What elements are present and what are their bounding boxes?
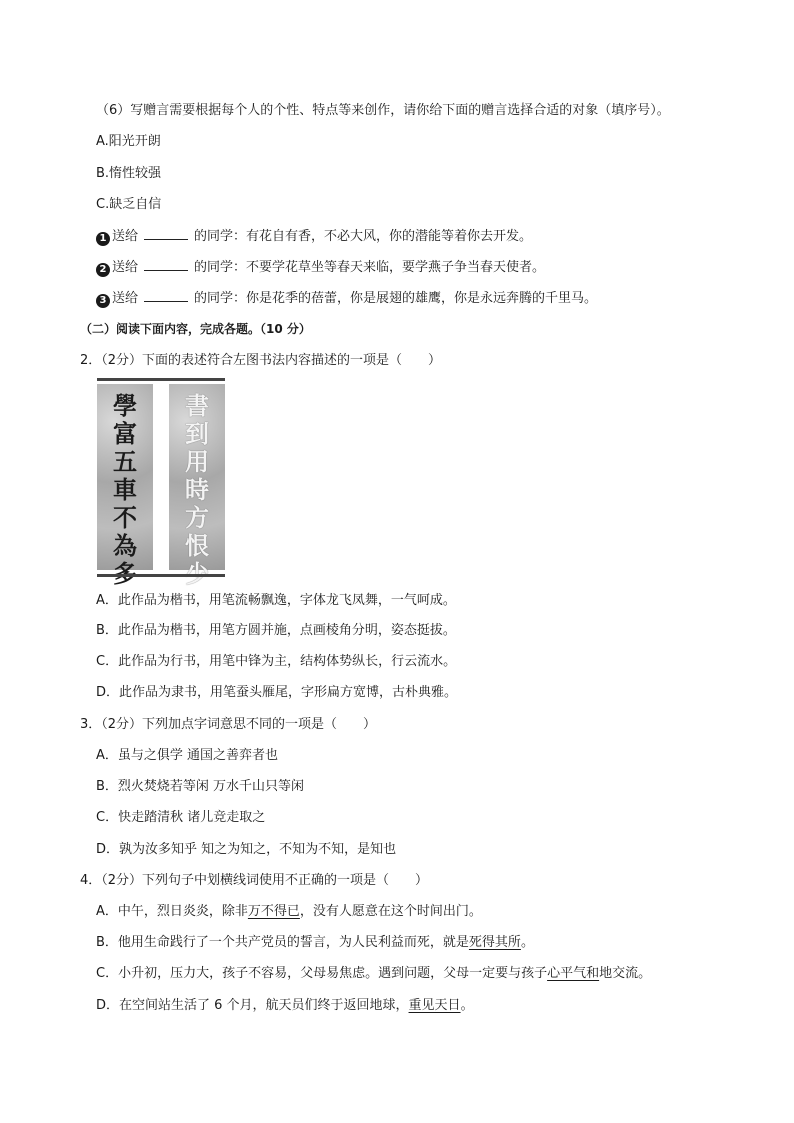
image-top-border [97, 378, 225, 381]
q1-6-option-b: B.惰性较强 [96, 166, 162, 181]
q4-option-d: D．在空间站生活了 6 个月，航天员们终于返回地球，重见天日。 [96, 998, 474, 1013]
calligraphy-char: 方 [185, 503, 209, 532]
q2-option-c: C．此作品为行书，用笔中锋为主，结构体势纵长，行云流水。 [96, 654, 457, 669]
calligraphy-char: 車 [113, 475, 137, 504]
q3-option-d: D．孰为汝多知乎 知之为知之，不知为不知，是知也 [96, 842, 397, 857]
underlined-term: 死得其所 [468, 935, 521, 950]
circled-number: 2 [96, 263, 110, 277]
q1-6-prompt: （6）写赠言需要根据每个人的个性、特点等来创作，请你给下面的赠言选择合适的对象（填序号）。 [96, 103, 670, 118]
q4-option-c: C．小升初，压力大，孩子不容易，父母易焦虑。遇到问题，父母一定要与孩子心平气和地交流。 [96, 966, 652, 981]
q4-option-a: A．中午，烈日炎炎，除非万不得已，没有人愿意在这个时间出门。 [96, 904, 482, 919]
calligraphy-char: 到 [185, 419, 209, 448]
q1-6-item-2: 2 送给 的同学：不要学花草坐等春天来临，要学燕子争当春天使者。 [96, 258, 545, 277]
calligraphy-image [97, 378, 225, 578]
image-bottom-border [97, 574, 225, 577]
q2-option-b: B．此作品为楷书，用笔方圆并施，点画棱角分明，姿态挺拔。 [96, 623, 456, 638]
q2-option-d: D．此作品为隶书，用笔蚕头雁尾，字形扁方宽博，古朴典雅。 [96, 685, 458, 700]
q1-6-option-c: C.缺乏自信 [96, 197, 162, 212]
q4-stem: 4．（2分）下列句子中划横线词使用不正确的一项是（ ） [80, 873, 429, 888]
q3-option-b: B．烈火焚烧若等闲 万水千山只等闲 [96, 779, 305, 794]
answer-blank[interactable] [144, 289, 188, 302]
q3-option-a: A．虽与之俱学 通国之善弈者也 [96, 748, 279, 763]
calligraphy-scroll-left [97, 384, 153, 570]
calligraphy-char: 五 [113, 447, 137, 476]
q3-stem: 3．（2分）下列加点字词意思不同的一项是（ ） [80, 717, 377, 732]
section-2-heading: （二）阅读下面内容，完成各题。（10 分） [80, 322, 311, 336]
calligraphy-char: 為 [113, 531, 137, 560]
q4-option-b: B．他用生命践行了一个共产党员的誓言，为人民利益而死，就是死得其所。 [96, 935, 534, 950]
circled-number: 3 [96, 294, 110, 308]
calligraphy-char: 恨 [185, 531, 209, 560]
calligraphy-char: 時 [185, 475, 209, 504]
underlined-term: 重见天日 [408, 998, 461, 1013]
answer-blank[interactable] [144, 258, 188, 271]
q1-6-item-1: 1 送给 的同学：有花自有香，不必大风，你的潜能等着你去开发。 [96, 227, 532, 246]
calligraphy-scroll-right [169, 384, 225, 570]
underlined-term: 心平气和 [547, 966, 600, 981]
q1-6-option-a: A.阳光开朗 [96, 134, 161, 149]
calligraphy-char: 學 [113, 391, 137, 420]
calligraphy-char: 富 [113, 419, 137, 448]
q3-option-c: C．快走踏清秋 诸儿竞走取之 [96, 810, 266, 825]
underlined-term: 万不得已 [247, 904, 300, 919]
q1-6-item-3: 3 送给 的同学：你是花季的蓓蕾，你是展翅的雄鹰，你是永远奔腾的千里马。 [96, 289, 597, 308]
calligraphy-char: 書 [185, 391, 209, 420]
circled-number: 1 [96, 232, 110, 246]
calligraphy-char: 不 [113, 503, 137, 532]
calligraphy-char: 用 [185, 447, 209, 476]
q2-stem: 2．（2分）下面的表述符合左图书法内容描述的一项是（ ） [80, 353, 442, 368]
answer-blank[interactable] [144, 227, 188, 240]
q2-option-a: A．此作品为楷书，用笔流畅飘逸，字体龙飞凤舞，一气呵成。 [96, 593, 456, 608]
